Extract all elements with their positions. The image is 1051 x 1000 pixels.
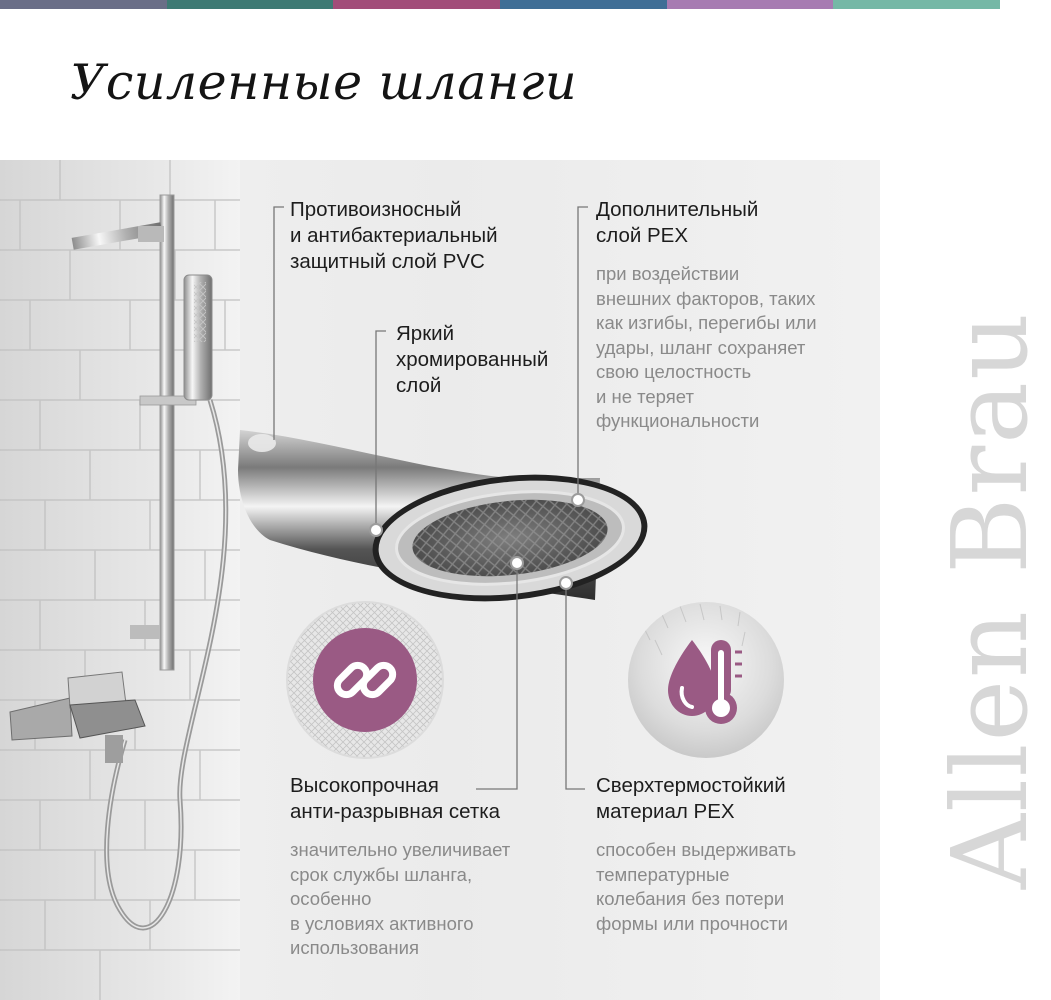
- mesh-illustration-circle: [287, 602, 443, 758]
- callout-label-pex-extra: Дополнительный слой PEX: [596, 198, 759, 247]
- callout-label-pvc-layer: Противоизносный и антибактериальный защитный слой PVC: [290, 198, 498, 273]
- callout-label-mesh: Высокопрочная анти-разрывная сетка: [290, 774, 501, 823]
- stripe-segment: [667, 0, 834, 9]
- hose-cross-section-image: [238, 430, 654, 614]
- callout-label-chrome-layer: Яркий хромированный слой: [396, 322, 549, 397]
- brand-watermark: Allen Brau: [929, 310, 1051, 890]
- callout-label-heat-resistant: Сверхтермостойкий материал PEX: [596, 774, 786, 823]
- callout-desc-mesh: значительно увеличивает срок службы шланга, особенно в условиях активного использования: [290, 839, 511, 958]
- top-color-stripe: [0, 0, 1000, 9]
- page-title: Усиленные шланги: [70, 54, 578, 111]
- callout-desc-heat-resistant: способен выдерживать температурные колебания без потери формы или прочности: [596, 839, 797, 934]
- stripe-segment: [0, 0, 167, 9]
- heat-illustration-circle: [628, 602, 784, 758]
- stripe-segment: [833, 0, 1000, 9]
- stripe-segment: [167, 0, 334, 9]
- stripe-segment: [333, 0, 500, 9]
- stripe-segment: [500, 0, 667, 9]
- callout-desc-pex-extra: при воздействии внешних факторов, таких как изгибы, перегибы или удары, шланг сохраняет свою целостность и не теряет функциональности: [596, 263, 817, 431]
